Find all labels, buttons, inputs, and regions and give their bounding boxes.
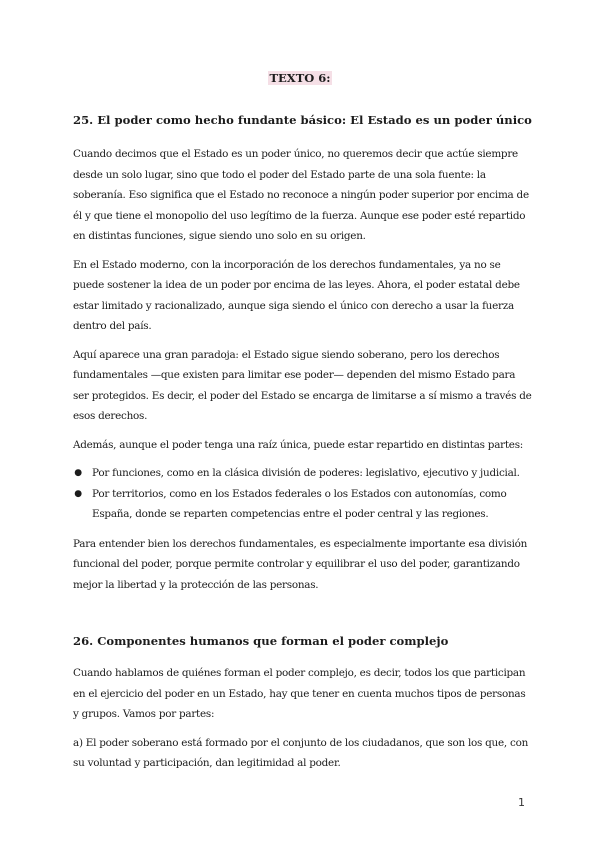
section-25-paragraph-4: Además, aunque el poder tenga una raíz única, puede estar repartido en distintas partes:	[73, 438, 524, 451]
section-25-paragraph-3: Aquí aparece una gran paradoja: el Estado sigue siendo soberano, pero los derechos fundamentales —que existen para limitar ese poder— dependen del mismo Estado para ser protegidos. Es decir, el poder del Estado se encarga de limitarse a sí mismo a través de esos derechos.	[73, 348, 532, 422]
list-item-text: Por territorios, como en los Estados federales o los Estados con autonomías, como España, donde se reparten competencias entre el poder central y las regiones.	[92, 487, 507, 520]
section-25-closing-paragraph: Para entender bien los derechos fundamentales, es especialmente importante esa división funcional del poder, porque permite controlar y equilibrar el uso del poder, garantizando mejor la libertad y la protección de las personas.	[73, 537, 528, 591]
document-title	[0, 71, 600, 85]
document-body	[73, 108, 533, 774]
list-item	[73, 463, 533, 484]
bullet-icon: ●	[74, 468, 82, 478]
section-25-heading: 25. El poder como hecho fundante básico: El Estado es un poder único	[73, 113, 532, 127]
division-list	[73, 463, 533, 525]
page-number: 1	[518, 796, 525, 809]
section-26-heading: 26. Componentes humanos que forman el poder complejo	[73, 634, 449, 648]
bullet-icon: ●	[74, 488, 82, 499]
section-25-paragraph-2: En el Estado moderno, con la incorporación de los derechos fundamentales, ya no se puede sostener la idea de un poder por encima de las leyes. Ahora, el poder estatal debe estar limitado y racionalizado, aunque siga siendo el único con derecho a usar la fuerza dentro del país.	[73, 258, 520, 332]
section-26-paragraph-1: Cuando hablamos de quiénes forman el poder complejo, es decir, todos los que participan en el ejercicio del poder en un Estado, hay que tener en cuenta muchos tipos de personas y grupos. Vamos por partes:	[73, 667, 526, 720]
section-25-paragraph-1: Cuando decimos que el Estado es un poder único, no queremos decir que actúe siempre desde un solo lugar, sino que todo el poder del Estado parte de una sola fuente: la soberanía. Eso significa que el Estado no reconoce a ningún poder superior por encima de él y que tiene el monopolio del uso legítimo de la fuerza. Aunque ese poder esté repartido en distintas funciones, sigue siendo uno solo en su origen.	[73, 148, 529, 242]
list-item-text: Por funciones, como en la clásica división de poderes: legislativo, ejecutivo y judicial.	[92, 467, 520, 479]
document-title-text: TEXTO 6:	[269, 71, 331, 85]
section-26-paragraph-2: a) El poder soberano está formado por el conjunto de los ciudadanos, que son los que, con su voluntad y participación, dan legitimidad al poder.	[73, 736, 529, 769]
list-item	[73, 484, 533, 525]
